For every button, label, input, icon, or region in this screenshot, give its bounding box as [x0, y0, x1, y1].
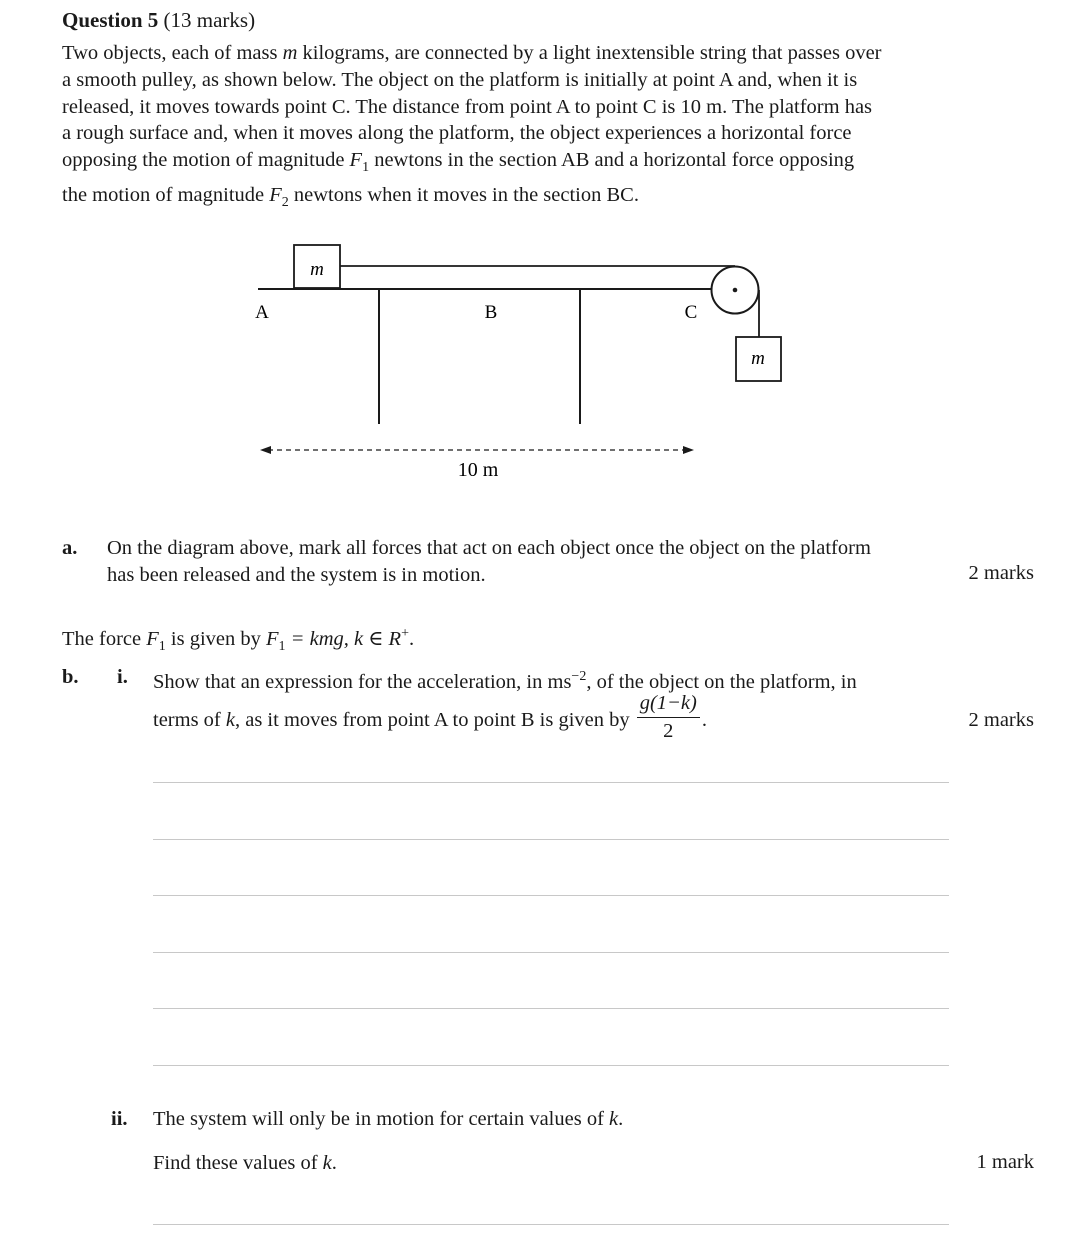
answer-line[interactable] [153, 1065, 949, 1066]
answer-line[interactable] [153, 782, 949, 783]
point-b-label: B [484, 302, 498, 323]
intro-line-5: opposing the motion of magnitude $F_1$ newtons in the section AB and a horizontal force opposing [62, 149, 855, 176]
distance-arrowhead-right [683, 446, 694, 454]
platform-mass-label: m [310, 259, 324, 280]
force-statement: The force $F_1$ is given by $F_1$ = kmg, k ∈ R+. [62, 626, 415, 654]
part-b-ii-label: ii. [111, 1108, 128, 1130]
part-b-ii-line-2: Find these values of k. [153, 1152, 337, 1174]
question-marks: (13 marks) [163, 8, 256, 32]
part-a-text [107, 535, 871, 589]
question-number: Question 5 [62, 8, 159, 32]
pulley-axle [733, 288, 738, 293]
fraction-numerator: g(1−k) [637, 690, 700, 718]
intro-line-3: released, it moves towards point C. The distance from point A to point C is 10 m. The platform has [62, 95, 873, 118]
answer-line[interactable] [153, 1008, 949, 1009]
intro-line-1: Two objects, each of mass m kilograms, are connected by a light inextensible string that passes over [62, 42, 882, 64]
intro-line-4: a rough surface and, when it moves along the platform, the object experiences a horizontal force [62, 122, 852, 145]
answer-line[interactable] [153, 895, 949, 896]
part-a-marks: 2 marks [968, 562, 1034, 584]
part-a-label: a. [62, 537, 78, 559]
part-b-i-label: i. [117, 666, 128, 688]
part-b-ii-marks: 1 mark [976, 1151, 1034, 1173]
answer-line[interactable] [153, 952, 949, 953]
part-a-line-2: has been released and the system is in motion. [107, 563, 486, 586]
distance-arrowhead-left [260, 446, 271, 454]
answer-line[interactable] [153, 839, 949, 840]
intro-line-2: a smooth pulley, as shown below. The object on the platform is initially at point A and, when it is [62, 68, 858, 91]
part-b-label: b. [62, 666, 79, 688]
acceleration-fraction [637, 690, 700, 745]
intro-line-6: the motion of magnitude $F_2$ newtons when it moves in the section BC. [62, 184, 639, 211]
answer-line[interactable] [153, 1224, 949, 1225]
point-a-label: A [255, 302, 269, 323]
part-b-i-marks: 2 marks [968, 709, 1034, 731]
part-b-i-line-1: Show that an expression for the acceleration, in $ms^{-2}$, of the object on the platform, in [153, 669, 857, 693]
pulley-diagram [0, 0, 1080, 500]
point-c-label: C [684, 302, 698, 323]
fraction-denominator: 2 [663, 719, 674, 742]
part-a-line-1: On the diagram above, mark all forces that act on each object once the object on the platform [107, 537, 871, 559]
part-b-i-line-2: terms of k, as it moves from point A to point B is given by $\frac{g(1-k)}{2}$ . [153, 694, 707, 749]
distance-label: 10 m [457, 459, 499, 481]
hanging-mass-label: m [751, 348, 765, 369]
part-b-ii-line-1: The system will only be in motion for certain values of k. [153, 1108, 624, 1130]
